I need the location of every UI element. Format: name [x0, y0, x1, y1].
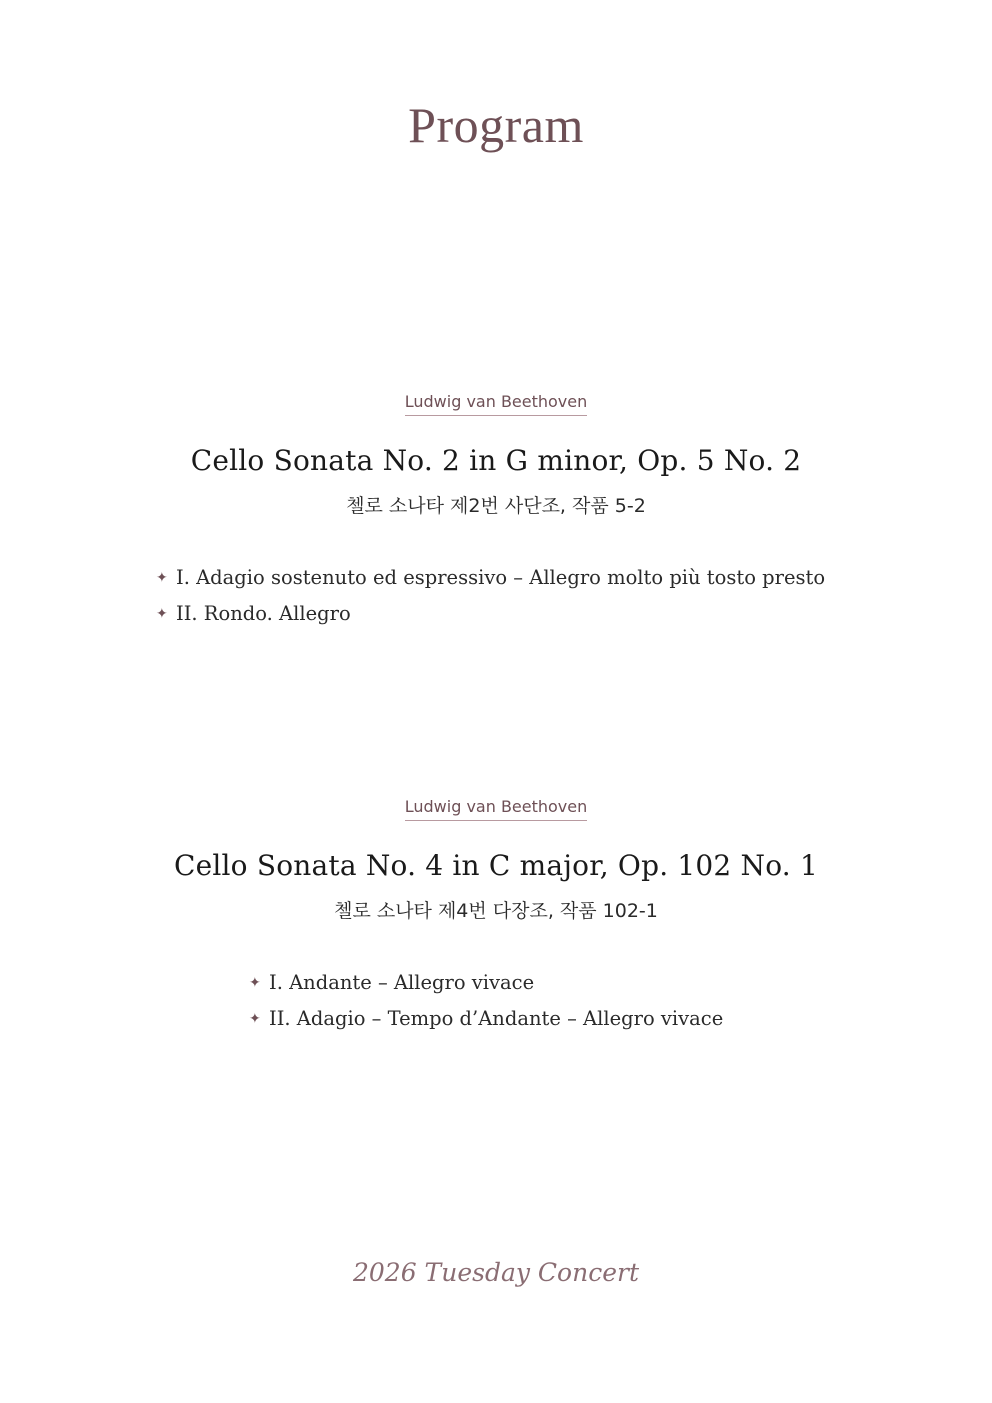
movement-item [156, 596, 825, 632]
movement-item [249, 1001, 723, 1037]
work-subtitle: 첼로 소나타 제4번 다장조, 작품 102-1 [334, 900, 658, 922]
movement-list [156, 560, 825, 632]
movement-label: II. Rondo. Allegro [176, 602, 351, 625]
page-title: Program [408, 97, 584, 153]
movement-label: I. Andante – Allegro vivace [269, 971, 535, 994]
work-title: Cello Sonata No. 4 in C major, Op. 102 No. 1 [173, 849, 819, 882]
work-title: Cello Sonata No. 2 in G minor, Op. 5 No. 2 [190, 444, 802, 477]
movement-label: I. Adagio sostenuto ed espressivo – Allegro molto più tosto presto [176, 566, 826, 589]
program-piece-1 [0, 392, 992, 625]
movement-label: II. Adagio – Tempo d’Andante – Allegro vivace [269, 1007, 724, 1030]
work-subtitle: 첼로 소나타 제2번 사단조, 작품 5-2 [346, 495, 646, 517]
star-icon: ✦ [156, 606, 168, 622]
composer-name: Ludwig van Beethoven [405, 392, 588, 416]
footer-text: 2026 Tuesday Concert [352, 1258, 640, 1287]
movement-list [249, 965, 723, 1037]
program-piece-2 [0, 797, 992, 1030]
movement-item [156, 560, 825, 596]
movement-item [249, 965, 723, 1001]
star-icon: ✦ [249, 975, 261, 991]
star-icon: ✦ [249, 1011, 261, 1027]
star-icon: ✦ [156, 570, 168, 586]
composer-name: Ludwig van Beethoven [405, 797, 588, 821]
